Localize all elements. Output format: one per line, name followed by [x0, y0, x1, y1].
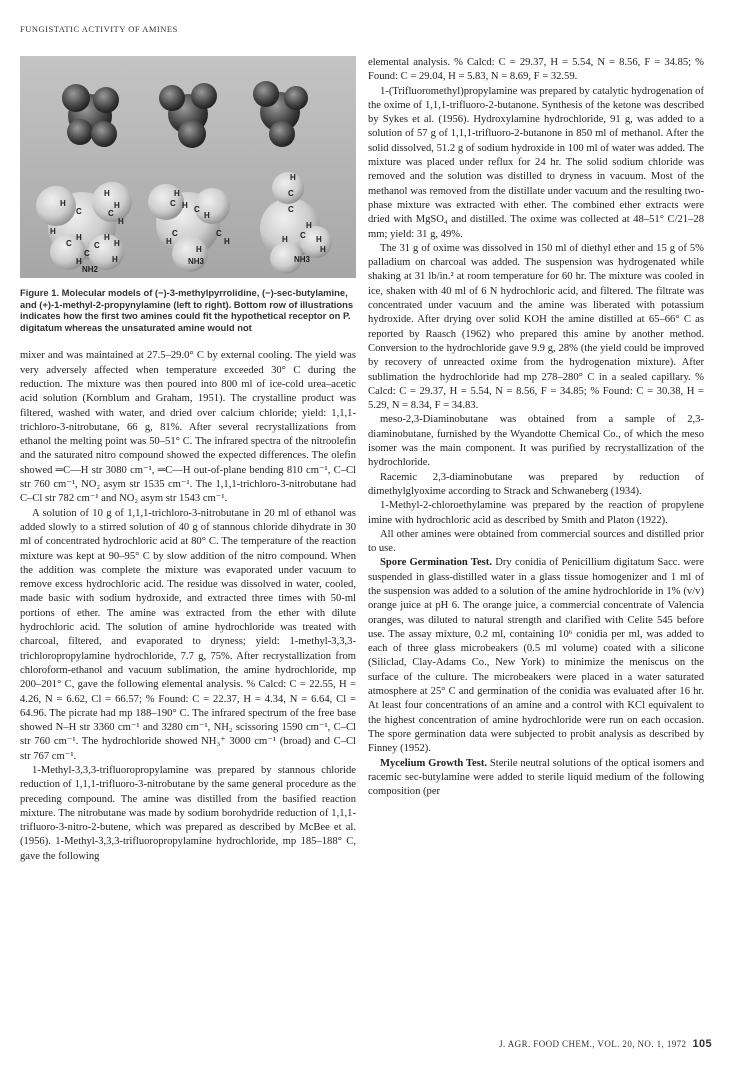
section-text: Sterile neutral solutions of the optical isomers and racemic sec-butylamine were added to sterile liquid medium of the following composition (per [368, 757, 704, 798]
svg-text:H: H [114, 239, 120, 248]
svg-text:C: C [108, 209, 114, 218]
svg-text:H: H [118, 217, 124, 226]
svg-text:C: C [288, 189, 294, 198]
svg-text:C: C [172, 229, 178, 238]
paragraph: 1-Methyl-3,3,3-trifluoropropylamine was prepared by stannous chloride reduction of 1,1,1-trifluoro-3-nitrobutane by the same general procedure as the preceding compound. The amine was distilled from the basified reaction mixture. The nitrobutane was made by sodium borohydride reduction of 1,1,1-trifluoro-3-nitro-2-butene, which was prepared as described by McBee et al. (1956). 1-Methyl-3,3,3-trifluoropropylamine hydrochloride, mp 185–188° C, gave the following [20, 764, 356, 862]
section-text: Dry conidia of Penicillium digitatum Sacc. were suspended in glass-distilled water in a glass tissue homogenizer and 1 ml of the suspension was added to a solution of the amine hydrochloride in 1% (v/v) orange juice at pH 6. The orange juice, a commercial concentrate of Valencia oranges, was diluted to natural strength and clarified with Celite 545 before use. The assay mixture, 0.2 ml, containing 10⁶ conidia per ml, was added to each of three glass microbeakers (0.5 ml volume) coated with a silicone (Siliclad, Clay-Adams Co., New York) to minimize the meniscus on the surface of the culture. The microbeakers were placed in a water saturated atmosphere at 25° C and germination of the conidia was evaluated after 16 hr. At least four concentrations of an amine and a control with KCl equivalent to the highest concentration of amine hydrochloride were run on each occasion. The spore germination data were subjected to probit analysis as described by Finney (1952). [368, 557, 704, 755]
page-number: 105 [692, 1038, 712, 1050]
running-header: FUNGISTATIC ACTIVITY OF AMINES [20, 24, 178, 34]
svg-text:H: H [60, 199, 66, 208]
svg-text:C: C [216, 229, 222, 238]
section-heading: Mycelium Growth Test. [380, 757, 488, 769]
molecular-models-illustration [20, 56, 356, 278]
svg-text:C: C [76, 207, 82, 216]
paragraph: mixer and was maintained at 27.5–29.0° C by external cooling. The yield was very adversely affected when temperature exceeded 30° C during the reduction. The mixture was then poured into 800 ml of ice-cold urea–acetic acid solution (Kornblum and Graham, 1951). The crystalline product was filtered, washed with water, and dried over calcium chloride; yield: 1,1,1-trichloro-3-nitrobutane, 66 g, 81%. After several recrystallizations from ethanol the melting point was 50–51° C. The infrared spectra of the nitroolefin and the saturated nitro compound showed the expected differences. The olefin showed ═C—H str 3080 cm⁻¹, ═C—H out-of-plane bending 810 cm⁻¹, C–Cl str 760 cm⁻¹, NO₂ asym str 1535 cm⁻¹. The 1,1,1-trichloro-3-nitrobutane had C–Cl str 782 cm⁻¹ and NO₂ asym str 1543 cm⁻¹. [20, 350, 356, 505]
svg-text:C: C [300, 231, 306, 240]
svg-text:H: H [196, 245, 202, 254]
paragraph: All other amines were obtained from commercial sources and distilled prior to use. [368, 528, 704, 555]
journal-citation: J. AGR. FOOD CHEM., VOL. 20, NO. 1, 1972 [499, 1039, 687, 1049]
svg-text:H: H [114, 201, 120, 210]
svg-text:H: H [204, 211, 210, 220]
paragraph: 1-Methyl-2-chloroethylamine was prepared by the reaction of propylene imine with hydrochloric acid as described by Smith and Platon (1922). [368, 500, 704, 526]
svg-text:H: H [224, 237, 230, 246]
svg-text:H: H [182, 201, 188, 210]
section-heading: Spore Germination Test. [380, 557, 492, 569]
svg-text:H: H [174, 189, 180, 198]
paragraph: elemental analysis. % Calcd: C = 29.37, H = 5.54, N = 8.56, F = 34.85; % Found: C = 29.04, H = 5.83, N = 8.69, F = 32.59. [368, 57, 704, 83]
paragraph: meso-2,3-Diaminobutane was obtained from a sample of 2,3-diaminobutane, furnished by the Wyandotte Chemical Co., of which the meso isomer was the main component. It was purified by recrystallization of the hydrochloride. [368, 414, 704, 469]
svg-text:C: C [66, 239, 72, 248]
right-column [368, 56, 704, 799]
svg-text:H: H [166, 237, 172, 246]
svg-text:C: C [170, 199, 176, 208]
svg-text:NH3: NH3 [294, 255, 311, 264]
svg-text:H: H [112, 255, 118, 264]
svg-text:H: H [316, 235, 322, 244]
paragraph: A solution of 10 g of 1,1,1-trichloro-3-nitrobutane in 20 ml of ethanol was added slowly to a stirred solution of 40 g of stannous chloride dihydrate in 30 ml of concentrated hydrochloric acid at 80° C. The temperature of the reaction mixture was kept at 90–95° C by slow addition of the nitro compound. When the addition was complete the mixture was evaporated under vacuum to remove excess hydrochloric acid. The residue was dissolved in water, cooled, made basic with sodium hydroxide, and extracted three times with 50-ml portions of ether. The amine was extracted from the ether with dilute hydrochloric acid. The solution of amine hydrochloride was treated with charcoal, filtered, and evaporated to dryness; yield: 1-methyl-3,3,3-trichloropropylamine hydrochloride, 7.7 g, 75%. After recrystallization from chloroform-ethanol and vacuum sublimation, the amine hydrochloride, mp 200–201° C, gave the following elemental analysis. % Calcd: C = 22.55, H = 4.26, N = 6.62, Cl = 66.57; % Found: C = 22.37, H = 4.34, N = 6.64, Cl = 64.96. The picrate had mp 188–190° C. The infrared spectrum of the free base showed N–H str 3360 cm⁻¹ and 3280 cm⁻¹, NH₂ scissoring 1590 cm⁻¹, C–Cl str 760 cm⁻¹. The hydrochloride showed NH₃⁺ 3000 cm⁻¹ (broad) and C–Cl str 767 cm⁻¹. [20, 507, 356, 762]
svg-text:H: H [76, 257, 82, 266]
svg-text:H: H [50, 227, 56, 236]
mycelium-growth-section [368, 757, 704, 800]
svg-text:C: C [194, 205, 200, 214]
left-column [20, 56, 356, 864]
svg-text:H: H [104, 189, 110, 198]
svg-text:H: H [104, 233, 110, 242]
svg-text:NH2: NH2 [82, 265, 99, 274]
page-footer [499, 1038, 712, 1050]
figure-caption: Figure 1. Molecular models of (−)-3-methylpyrrolidine, (−)-sec-butylamine, and (+)-1-methyl-2-propynylamine (left to right). Bottom row of illustrations indicates how the first two amines could fit the hypothetical receptor on P. digitatum whereas the unsaturated amine would not [20, 287, 354, 333]
spore-germination-section [368, 556, 704, 756]
paragraph: Racemic 2,3-diaminobutane was prepared by reduction of dimethylglyoxime according to Strack and Schwaneberg (1934). [368, 471, 704, 497]
svg-text:H: H [306, 221, 312, 230]
molecular-models-figure [20, 56, 356, 278]
svg-text:H: H [290, 173, 296, 182]
svg-text:C: C [288, 205, 294, 214]
svg-text:H: H [320, 245, 326, 254]
paragraph: 1-(Trifluoromethyl)propylamine was prepared by catalytic hydrogenation of the oxime of 1,1,1-trifluoro-2-butanone. Synthesis of the ketone was described by Sykes et al. (1956). Hydroxylamine hydrochloride, 91 g, was added to a solution of 57 g of 1,1,1-trifluoro-2-butanone in 850 ml of methanol. After the solid dissolved, 51.2 g of sodium hydroxide in 100 ml of water was added. The mixture was placed under reflux for 24 hr. The solid sodium chloride was removed and the solution was distilled to dryness in vacuum. Most of the methanol was removed from the distillate under vacuum and the resulting two-phase mixture was extracted with ether. The combined ether extracts were dried with MgSO₄ and distilled. The oxime was collected at 48–51° C/21–28 mm; yield: 31 g, 49%. [368, 85, 704, 240]
svg-text:H: H [282, 235, 288, 244]
svg-text:NH3: NH3 [188, 257, 205, 266]
svg-text:H: H [76, 233, 82, 242]
svg-text:C: C [84, 249, 90, 258]
svg-text:C: C [94, 241, 100, 250]
paragraph: The 31 g of oxime was dissolved in 150 ml of diethyl ether and 15 g of 5% palladium on charcoal was added. The suspension was hydrogenated while shaking at 31 lb/in.² at room temperature for 60 hr. The mixture was cooled in ice, shaken with 40 ml of 6 N hydrochloric acid, and filtered. The filtrate was concentrated under vacuum and the amine was liberated with potassium hydroxide. After drying over solid KOH the amine distilled at 65–66° C as reported by Raasch (1962) who prepared this amine by another method. Conversion to the hydrochloride gave 9.9 g, 28% (the yield could be improved by recovery of unreacted oxime from the hydrogenation mixture). After sublimation the hydrochloride had mp 278–280° C in a sealed capillary. % Calcd: C = 29.37, H = 5.54, N = 8.56, F = 34.85; % Found: C = 30.38, H = 5.29, N = 8.34, F = 34.83. [368, 242, 704, 412]
